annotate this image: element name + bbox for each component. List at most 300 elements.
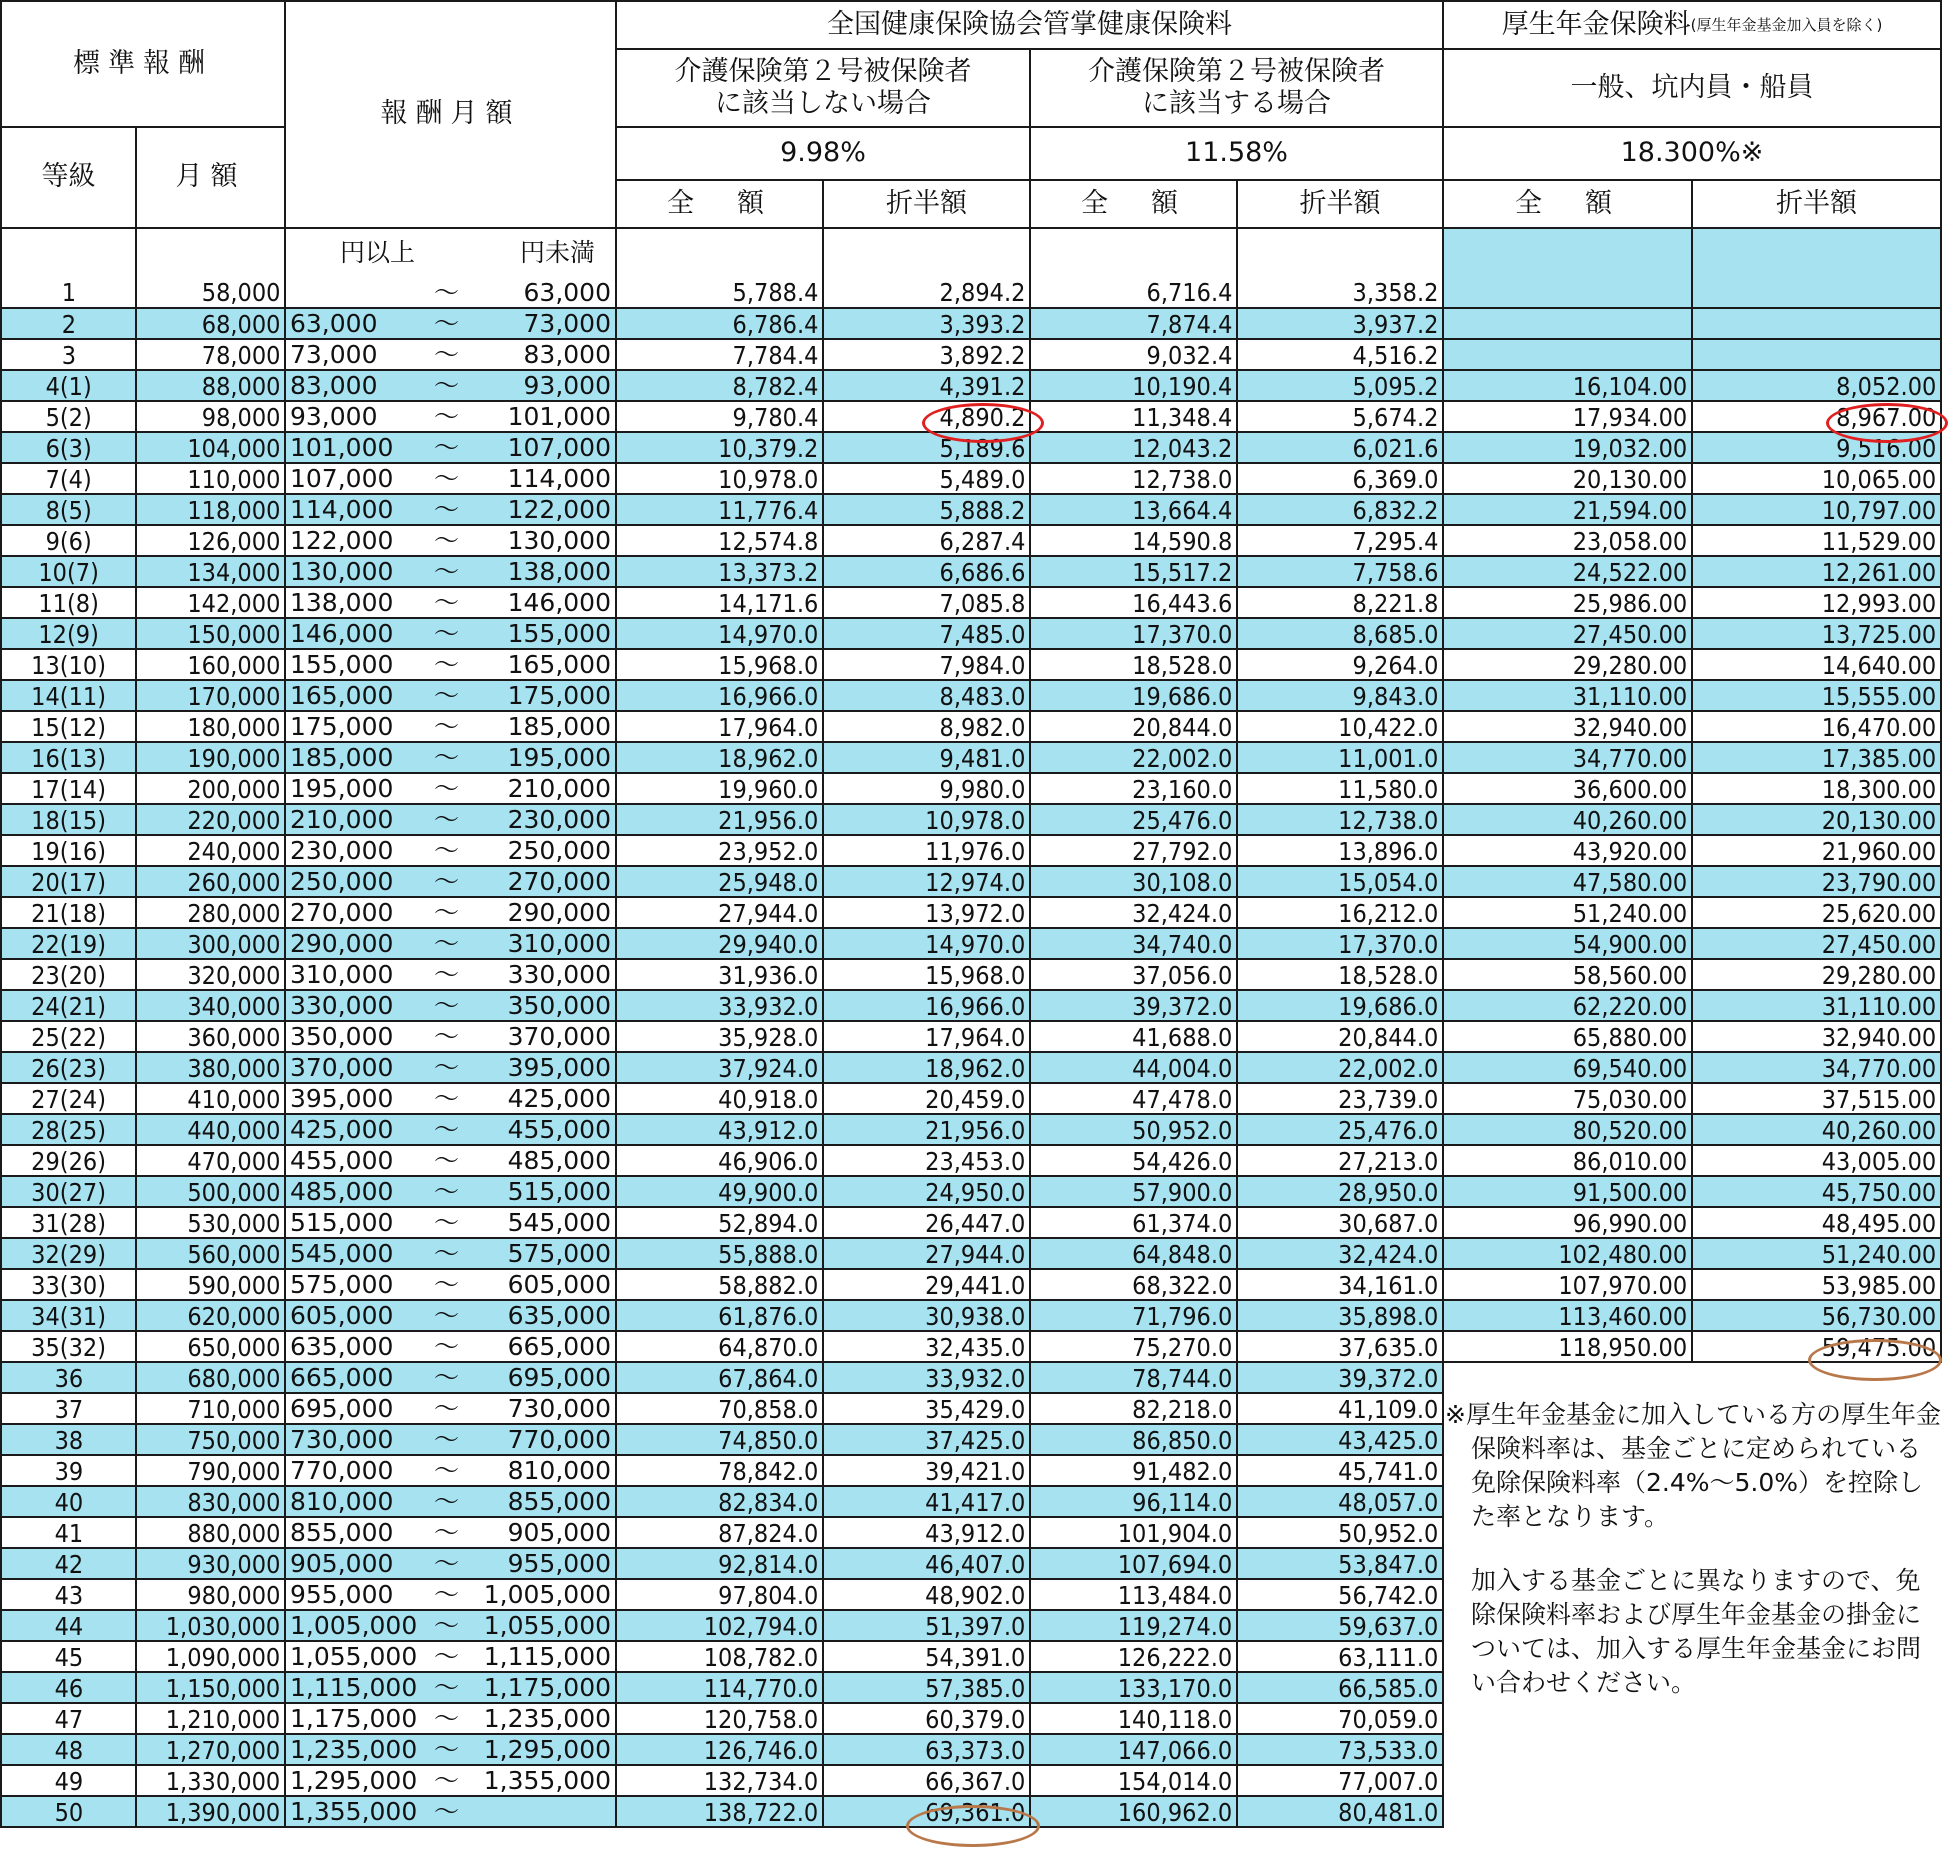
value-n-half: 73,533.0 [1337, 1736, 1438, 1765]
cell-n-full [1031, 1115, 1238, 1146]
range-separator: 〜 [434, 650, 460, 679]
value-n-full: 37,056.0 [1131, 961, 1232, 990]
value-h-full: 10,379.2 [717, 434, 818, 463]
cell-grade [0, 774, 137, 805]
range-to: 455,000 [507, 1115, 611, 1144]
cell-grade [0, 1208, 137, 1239]
cell-n-half [1238, 960, 1444, 991]
cell-n-full [1031, 433, 1238, 464]
cell-p-full [1444, 340, 1693, 371]
cell-n-full [1031, 340, 1238, 371]
value-h-full: 97,804.0 [717, 1581, 818, 1610]
cell-monthly [137, 309, 286, 340]
range-from: 210,000 [290, 805, 394, 834]
header-grade [0, 128, 137, 229]
cell-range [286, 1208, 617, 1239]
cell-n-half [1238, 229, 1444, 309]
cell-n-full [1031, 1053, 1238, 1084]
range-from: 395,000 [290, 1084, 394, 1113]
value-monthly: 530,000 [186, 1209, 280, 1238]
range-separator: 〜 [434, 1239, 460, 1268]
value-monthly: 104,000 [186, 434, 280, 463]
cell-h-half [824, 1611, 1031, 1642]
cell-h-half [824, 1146, 1031, 1177]
cell-h-full [617, 1239, 824, 1270]
cell-grade [0, 1673, 137, 1704]
footnote-paragraph-1: ※厚生年金基金に加入している方の厚生年金保険料率は、基金ごとに定められている免除保険料率（2.4%〜5.0%）を控除した率となります。 [1445, 1400, 1941, 1531]
value-h-half: 46,407.0 [924, 1550, 1025, 1579]
cell-monthly [137, 1549, 286, 1580]
value-monthly: 1,090,000 [165, 1643, 280, 1672]
cell-range [286, 867, 617, 898]
value-grade: 35(32) [31, 1333, 106, 1362]
cell-p-full [1444, 1208, 1693, 1239]
value-p-half: 34,770.00 [1821, 1054, 1936, 1083]
cell-grade [0, 712, 137, 743]
cell-range [286, 1518, 617, 1549]
value-p-half: 11,529.00 [1821, 527, 1936, 556]
cell-n-half [1238, 1518, 1444, 1549]
cell-range [286, 1735, 617, 1766]
value-n-half: 28,950.0 [1337, 1178, 1438, 1207]
cell-p-half [1693, 836, 1942, 867]
value-h-half: 4,890.2 [939, 403, 1025, 432]
value-monthly: 750,000 [186, 1426, 280, 1455]
range-separator: 〜 [434, 619, 460, 648]
cell-range [286, 1363, 617, 1394]
value-h-half: 14,970.0 [924, 930, 1025, 959]
header-nursing-full-label: 全 額 [1081, 187, 1186, 219]
cell-p-half [1693, 588, 1942, 619]
value-grade: 5(2) [45, 403, 92, 432]
cell-n-full [1031, 229, 1238, 309]
value-n-full: 107,694.0 [1117, 1550, 1232, 1579]
value-n-half: 20,844.0 [1337, 1023, 1438, 1052]
value-h-full: 14,171.6 [717, 589, 818, 618]
cell-range [286, 557, 617, 588]
cell-grade [0, 1301, 137, 1332]
range-to: 290,000 [507, 898, 611, 927]
value-n-half: 37,635.0 [1337, 1333, 1438, 1362]
value-h-half: 7,485.0 [939, 620, 1025, 649]
cell-n-half [1238, 1797, 1444, 1828]
cell-grade [0, 898, 137, 929]
value-n-full: 16,443.6 [1131, 589, 1232, 618]
value-h-full: 55,888.0 [717, 1240, 818, 1269]
range-to: 107,000 [507, 433, 611, 462]
range-separator: 〜 [434, 1115, 460, 1144]
range-from: 130,000 [290, 557, 394, 586]
cell-h-half [824, 1301, 1031, 1332]
value-monthly: 110,000 [186, 465, 280, 494]
range-from: 575,000 [290, 1270, 394, 1299]
range-separator: 〜 [434, 1301, 460, 1330]
cell-h-full [617, 712, 824, 743]
cell-range [286, 1022, 617, 1053]
range-to: 195,000 [507, 743, 611, 772]
cell-monthly [137, 1704, 286, 1735]
cell-monthly [137, 1022, 286, 1053]
cell-h-half [824, 557, 1031, 588]
cell-n-half [1238, 681, 1444, 712]
value-n-full: 13,664.4 [1131, 496, 1232, 525]
cell-n-half [1238, 526, 1444, 557]
cell-h-half [824, 991, 1031, 1022]
value-h-full: 43,912.0 [717, 1116, 818, 1145]
range-from: 290,000 [290, 929, 394, 958]
cell-n-half [1238, 464, 1444, 495]
cell-h-full [617, 1022, 824, 1053]
cell-h-full [617, 309, 824, 340]
value-grade: 47 [54, 1705, 83, 1734]
cell-monthly [137, 929, 286, 960]
cell-grade [0, 229, 137, 309]
cell-n-full [1031, 867, 1238, 898]
cell-p-half [1693, 433, 1942, 464]
range-to: 122,000 [507, 495, 611, 524]
value-monthly: 78,000 [201, 341, 280, 370]
cell-h-half [824, 1797, 1031, 1828]
value-n-half: 53,847.0 [1337, 1550, 1438, 1579]
cell-grade [0, 433, 137, 464]
cell-h-half [824, 712, 1031, 743]
value-h-full: 70,858.0 [717, 1395, 818, 1424]
cell-range [286, 929, 617, 960]
range-from: 1,005,000 [290, 1611, 418, 1640]
cell-monthly [137, 1611, 286, 1642]
value-n-half: 17,370.0 [1337, 930, 1438, 959]
value-h-half: 12,974.0 [924, 868, 1025, 897]
cell-grade [0, 1332, 137, 1363]
value-grade: 37 [54, 1395, 83, 1424]
value-n-half: 15,054.0 [1337, 868, 1438, 897]
cell-h-half [824, 929, 1031, 960]
cell-p-full [1444, 1084, 1693, 1115]
value-n-half: 5,674.2 [1352, 403, 1438, 432]
cell-n-full [1031, 1146, 1238, 1177]
value-monthly: 280,000 [186, 899, 280, 928]
cell-range [286, 1115, 617, 1146]
value-h-full: 120,758.0 [703, 1705, 818, 1734]
cell-monthly [137, 1177, 286, 1208]
cell-n-half [1238, 1456, 1444, 1487]
value-n-full: 86,850.0 [1131, 1426, 1232, 1455]
value-h-full: 5,788.4 [732, 278, 818, 307]
cell-p-full [1444, 650, 1693, 681]
range-separator: 〜 [434, 960, 460, 989]
range-to: 83,000 [523, 340, 611, 369]
cell-p-half [1693, 991, 1942, 1022]
value-p-full: 102,480.00 [1558, 1240, 1687, 1269]
cell-grade [0, 1735, 137, 1766]
cell-range [286, 1456, 617, 1487]
value-monthly: 240,000 [186, 837, 280, 866]
cell-p-full [1444, 1115, 1693, 1146]
value-h-full: 13,373.2 [717, 558, 818, 587]
range-from: 855,000 [290, 1518, 394, 1547]
cell-h-half [824, 1425, 1031, 1456]
value-grade: 30(27) [31, 1178, 106, 1207]
range-to: 575,000 [507, 1239, 611, 1268]
cell-p-half [1693, 526, 1942, 557]
value-n-half: 34,161.0 [1337, 1271, 1438, 1300]
value-grade: 2 [61, 310, 76, 339]
cell-h-full [617, 402, 824, 433]
cell-grade [0, 619, 137, 650]
cell-p-half [1693, 681, 1942, 712]
cell-monthly [137, 1518, 286, 1549]
cell-grade [0, 960, 137, 991]
value-h-half: 2,894.2 [939, 278, 1025, 307]
range-to: 370,000 [507, 1022, 611, 1051]
range-from: 695,000 [290, 1394, 394, 1423]
range-to: 605,000 [507, 1270, 611, 1299]
cell-monthly [137, 774, 286, 805]
range-to: 250,000 [507, 836, 611, 865]
cell-p-half [1693, 867, 1942, 898]
range-to: 146,000 [507, 588, 611, 617]
cell-n-half [1238, 898, 1444, 929]
value-n-full: 12,738.0 [1131, 465, 1232, 494]
value-grade: 39 [54, 1457, 83, 1486]
cell-h-full [617, 557, 824, 588]
value-n-half: 3,358.2 [1352, 278, 1438, 307]
header-nursing-half [1238, 181, 1444, 229]
cell-grade [0, 1239, 137, 1270]
range-to: 1,295,000 [483, 1735, 611, 1764]
cell-h-full [617, 588, 824, 619]
cell-range [286, 1332, 617, 1363]
cell-p-half [1693, 774, 1942, 805]
cell-p-full [1444, 464, 1693, 495]
range-to: 210,000 [507, 774, 611, 803]
value-grade: 12(9) [38, 620, 99, 649]
value-grade: 42 [54, 1550, 83, 1579]
value-monthly: 98,000 [201, 403, 280, 432]
header-nursing-not-applicable-label: 介護保険第２号被保険者 に該当しない場合 [674, 55, 972, 119]
value-n-half: 25,476.0 [1337, 1116, 1438, 1145]
cell-p-half [1693, 929, 1942, 960]
value-h-half: 5,189.6 [939, 434, 1025, 463]
range-to: 545,000 [507, 1208, 611, 1237]
range-from: 955,000 [290, 1580, 394, 1609]
value-p-half: 25,620.00 [1821, 899, 1936, 928]
value-grade: 26(23) [31, 1054, 106, 1083]
header-nursing-not-applicable [617, 50, 1031, 128]
cell-h-full [617, 991, 824, 1022]
cell-n-full [1031, 805, 1238, 836]
value-grade: 28(25) [31, 1116, 106, 1145]
value-p-full: 29,280.00 [1572, 651, 1687, 680]
value-n-full: 91,482.0 [1131, 1457, 1232, 1486]
cell-range [286, 619, 617, 650]
value-grade: 46 [54, 1674, 83, 1703]
cell-n-half [1238, 867, 1444, 898]
cell-n-half [1238, 1084, 1444, 1115]
value-p-full: 20,130.00 [1572, 465, 1687, 494]
value-monthly: 88,000 [201, 372, 280, 401]
cell-range [286, 1270, 617, 1301]
cell-grade [0, 1704, 137, 1735]
cell-n-full [1031, 898, 1238, 929]
cell-h-half [824, 1704, 1031, 1735]
cell-h-full [617, 743, 824, 774]
cell-grade [0, 1425, 137, 1456]
cell-h-full [617, 836, 824, 867]
value-monthly: 1,150,000 [165, 1674, 280, 1703]
cell-monthly [137, 991, 286, 1022]
value-h-full: 18,962.0 [717, 744, 818, 773]
cell-p-half [1693, 309, 1942, 340]
cell-p-half [1693, 1115, 1942, 1146]
cell-p-full [1444, 402, 1693, 433]
value-p-half: 27,450.00 [1821, 930, 1936, 959]
value-n-half: 32,424.0 [1337, 1240, 1438, 1269]
value-p-full: 62,220.00 [1572, 992, 1687, 1021]
value-monthly: 180,000 [186, 713, 280, 742]
cell-p-full [1444, 1270, 1693, 1301]
cell-h-full [617, 1766, 824, 1797]
cell-p-full [1444, 1177, 1693, 1208]
cell-range [286, 309, 617, 340]
cell-range [286, 681, 617, 712]
header-standard-remuneration [0, 0, 286, 128]
cell-range [286, 1425, 617, 1456]
value-monthly: 126,000 [186, 527, 280, 556]
cell-n-full [1031, 991, 1238, 1022]
cell-n-full [1031, 1549, 1238, 1580]
cell-n-half [1238, 1022, 1444, 1053]
cell-monthly [137, 1270, 286, 1301]
cell-monthly [137, 650, 286, 681]
cell-n-half [1238, 805, 1444, 836]
range-from: 1,235,000 [290, 1735, 418, 1764]
value-monthly: 320,000 [186, 961, 280, 990]
cell-monthly [137, 495, 286, 526]
range-to: 395,000 [507, 1053, 611, 1082]
value-n-half: 7,295.4 [1352, 527, 1438, 556]
range-from: 1,295,000 [290, 1766, 418, 1795]
value-n-full: 133,170.0 [1117, 1674, 1232, 1703]
cell-monthly [137, 743, 286, 774]
cell-p-full [1444, 712, 1693, 743]
value-h-half: 41,417.0 [924, 1488, 1025, 1517]
cell-range [286, 371, 617, 402]
value-p-half: 14,640.00 [1821, 651, 1936, 680]
cell-p-full [1444, 1301, 1693, 1332]
cell-grade [0, 681, 137, 712]
value-grade: 29(26) [31, 1147, 106, 1176]
cell-h-half [824, 309, 1031, 340]
range-separator: 〜 [434, 402, 460, 431]
cell-h-full [617, 340, 824, 371]
value-grade: 10(7) [38, 558, 99, 587]
cell-p-half [1693, 1208, 1942, 1239]
value-h-full: 8,782.4 [732, 372, 818, 401]
range-to: 155,000 [507, 619, 611, 648]
cell-range [286, 712, 617, 743]
range-to: 1,115,000 [483, 1642, 611, 1671]
cell-grade [0, 1053, 137, 1084]
range-from: 1,115,000 [290, 1673, 418, 1702]
cell-monthly [137, 1208, 286, 1239]
range-to: 93,000 [523, 371, 611, 400]
value-n-full: 119,274.0 [1117, 1612, 1232, 1641]
cell-h-half [824, 402, 1031, 433]
range-from: 101,000 [290, 433, 394, 462]
range-separator: 〜 [434, 1797, 460, 1826]
value-n-full: 25,476.0 [1131, 806, 1232, 835]
range-separator: 〜 [434, 1177, 460, 1206]
range-from: 425,000 [290, 1115, 394, 1144]
value-h-half: 33,932.0 [924, 1364, 1025, 1393]
value-h-full: 67,864.0 [717, 1364, 818, 1393]
cell-range [286, 1704, 617, 1735]
value-h-full: 11,776.4 [717, 496, 818, 525]
cell-h-full [617, 1456, 824, 1487]
cell-grade [0, 1115, 137, 1146]
value-n-full: 75,270.0 [1131, 1333, 1232, 1362]
cell-p-half [1693, 1332, 1942, 1363]
cell-range [286, 1611, 617, 1642]
range-to: 350,000 [507, 991, 611, 1020]
value-p-half: 18,300.00 [1821, 775, 1936, 804]
value-n-half: 48,057.0 [1337, 1488, 1438, 1517]
range-separator: 〜 [434, 1456, 460, 1485]
value-n-full: 96,114.0 [1131, 1488, 1232, 1517]
value-n-half: 10,422.0 [1337, 713, 1438, 742]
cell-n-half [1238, 1704, 1444, 1735]
value-h-full: 16,966.0 [717, 682, 818, 711]
value-n-full: 12,043.2 [1131, 434, 1232, 463]
cell-h-full [617, 464, 824, 495]
range-from: 1,055,000 [290, 1642, 418, 1671]
cell-h-half [824, 340, 1031, 371]
range-separator: 〜 [434, 1487, 460, 1516]
value-p-half: 21,960.00 [1821, 837, 1936, 866]
header-standard-remuneration-label: 標準報酬 [73, 47, 213, 79]
range-separator: 〜 [434, 1053, 460, 1082]
value-h-full: 126,746.0 [703, 1736, 818, 1765]
value-h-half: 6,287.4 [939, 527, 1025, 556]
value-n-full: 44,004.0 [1131, 1054, 1232, 1083]
value-p-full: 27,450.00 [1572, 620, 1687, 649]
cell-h-full [617, 371, 824, 402]
header-rate-pension [1444, 128, 1942, 181]
value-h-half: 16,966.0 [924, 992, 1025, 1021]
range-from: 83,000 [290, 371, 378, 400]
value-h-half: 39,421.0 [924, 1457, 1025, 1486]
cell-range [286, 1146, 617, 1177]
cell-n-full [1031, 1456, 1238, 1487]
cell-range [286, 1394, 617, 1425]
value-n-half: 4,516.2 [1352, 341, 1438, 370]
value-p-half: 29,280.00 [1821, 961, 1936, 990]
cell-n-full [1031, 1208, 1238, 1239]
cell-h-full [617, 1053, 824, 1084]
range-separator: 〜 [434, 1146, 460, 1175]
header-grade-label: 等級 [41, 161, 96, 193]
cell-n-half [1238, 433, 1444, 464]
cell-n-full [1031, 1022, 1238, 1053]
cell-monthly [137, 1084, 286, 1115]
cell-h-full [617, 1270, 824, 1301]
value-p-half: 9,516.00 [1835, 434, 1936, 463]
value-h-full: 46,906.0 [717, 1147, 818, 1176]
cell-monthly [137, 1425, 286, 1456]
value-grade: 31(28) [31, 1209, 106, 1238]
value-h-full: 64,870.0 [717, 1333, 818, 1362]
